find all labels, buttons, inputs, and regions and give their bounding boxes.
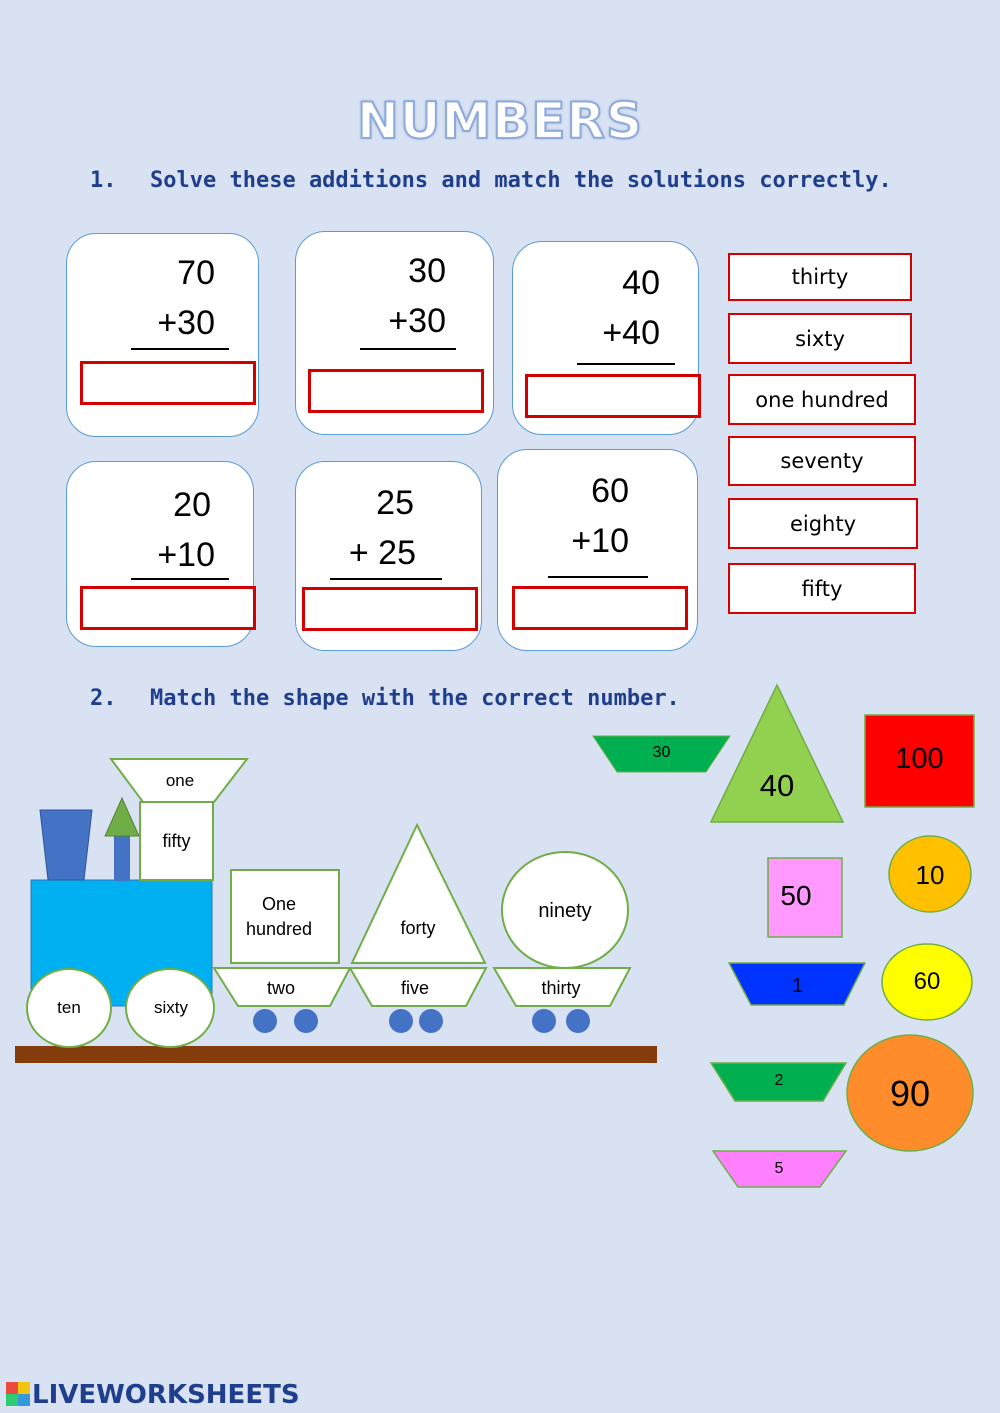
addend-b: +10	[571, 522, 629, 560]
addition-card-2	[295, 231, 494, 435]
addition-card-4	[66, 461, 254, 647]
train-label-one-hundred: One hundred	[245, 894, 313, 939]
sum-line	[577, 363, 675, 365]
arrow-head	[105, 798, 139, 836]
engine-chimney	[40, 810, 92, 880]
train-label-five: five	[400, 978, 429, 998]
wagon-3-wheel	[566, 1009, 590, 1033]
answer-box-2[interactable]	[308, 369, 484, 413]
addend-a: 30	[408, 252, 446, 290]
addition-card-6	[497, 449, 698, 651]
train-label-sixty: sixty	[154, 998, 188, 1017]
sum-line	[131, 578, 229, 580]
answer-box-5[interactable]	[302, 587, 478, 631]
addition-card-3	[512, 241, 699, 435]
addend-b: +40	[602, 314, 660, 352]
shape-label-100: 100	[895, 743, 944, 775]
shape-label-10: 10	[915, 860, 945, 890]
shape-label-40: 40	[759, 768, 795, 803]
answer-box-1[interactable]	[80, 361, 256, 405]
wagon-2-wheel	[419, 1009, 443, 1033]
train-label-thirty: thirty	[541, 978, 581, 998]
shape-label-60: 60	[913, 968, 941, 995]
word-one-hundred[interactable]: one hundred	[728, 374, 916, 425]
addition-card-5	[295, 461, 482, 651]
sum-line	[330, 578, 442, 580]
addend-a: 20	[173, 486, 211, 524]
train-label-forty: forty	[400, 918, 436, 938]
answer-box-6[interactable]	[512, 586, 688, 630]
shape-label-1: 1	[791, 975, 804, 997]
shape-label-90: 90	[889, 1073, 931, 1114]
addend-b: +30	[388, 302, 446, 340]
train-label-two: two	[266, 978, 295, 998]
arrow-stem	[114, 835, 130, 881]
train-rail	[15, 1046, 657, 1063]
shape-label-30: 30	[652, 744, 671, 761]
addend-a: 40	[622, 264, 660, 302]
addend-b: + 25	[348, 534, 416, 572]
word-sixty[interactable]: sixty	[728, 313, 912, 364]
answer-box-4[interactable]	[80, 586, 256, 630]
shapes-canvas	[0, 680, 1000, 1220]
page-title: NUMBERS	[357, 92, 643, 150]
question-2-text: Match the shape with the correct number.	[150, 686, 680, 711]
train-label-ten: ten	[57, 998, 81, 1017]
addend-b: +30	[157, 304, 215, 342]
shape-label-50: 50	[780, 880, 812, 911]
sum-line	[131, 348, 229, 350]
liveworksheets-logo-icon	[6, 1382, 30, 1406]
addend-a: 25	[376, 484, 414, 522]
brand-text: LIVEWORKSHEETS	[32, 1380, 300, 1410]
question-1-text: Solve these additions and match the solutions correctly.	[150, 168, 892, 193]
answer-box-3[interactable]	[525, 374, 701, 418]
liveworksheets-logo[interactable]	[6, 1380, 300, 1410]
word-seventy[interactable]: seventy	[728, 436, 916, 486]
wagon-3-wheel	[532, 1009, 556, 1033]
wagon-1-wheel	[294, 1009, 318, 1033]
wagon-2-wheel	[389, 1009, 413, 1033]
addend-b: +10	[157, 536, 215, 574]
question-1-number: 1.	[90, 168, 117, 193]
train-label-one: one	[165, 771, 195, 790]
sum-line	[548, 576, 648, 578]
train-label-fifty: fifty	[162, 831, 191, 851]
shape-label-5: 5	[774, 1160, 784, 1177]
wagon-1-wheel	[253, 1009, 277, 1033]
shape-label-2: 2	[774, 1072, 784, 1089]
sum-line	[360, 348, 456, 350]
word-eighty[interactable]: eighty	[728, 498, 918, 549]
addend-a: 70	[177, 254, 215, 292]
word-fifty[interactable]: fifty	[728, 563, 916, 614]
addend-a: 60	[591, 472, 629, 510]
addition-card-1	[66, 233, 259, 437]
wagon-2-triangle	[352, 825, 485, 963]
question-2-number: 2.	[90, 686, 117, 711]
train-label-ninety: ninety	[538, 900, 592, 922]
word-thirty[interactable]: thirty	[728, 253, 912, 301]
